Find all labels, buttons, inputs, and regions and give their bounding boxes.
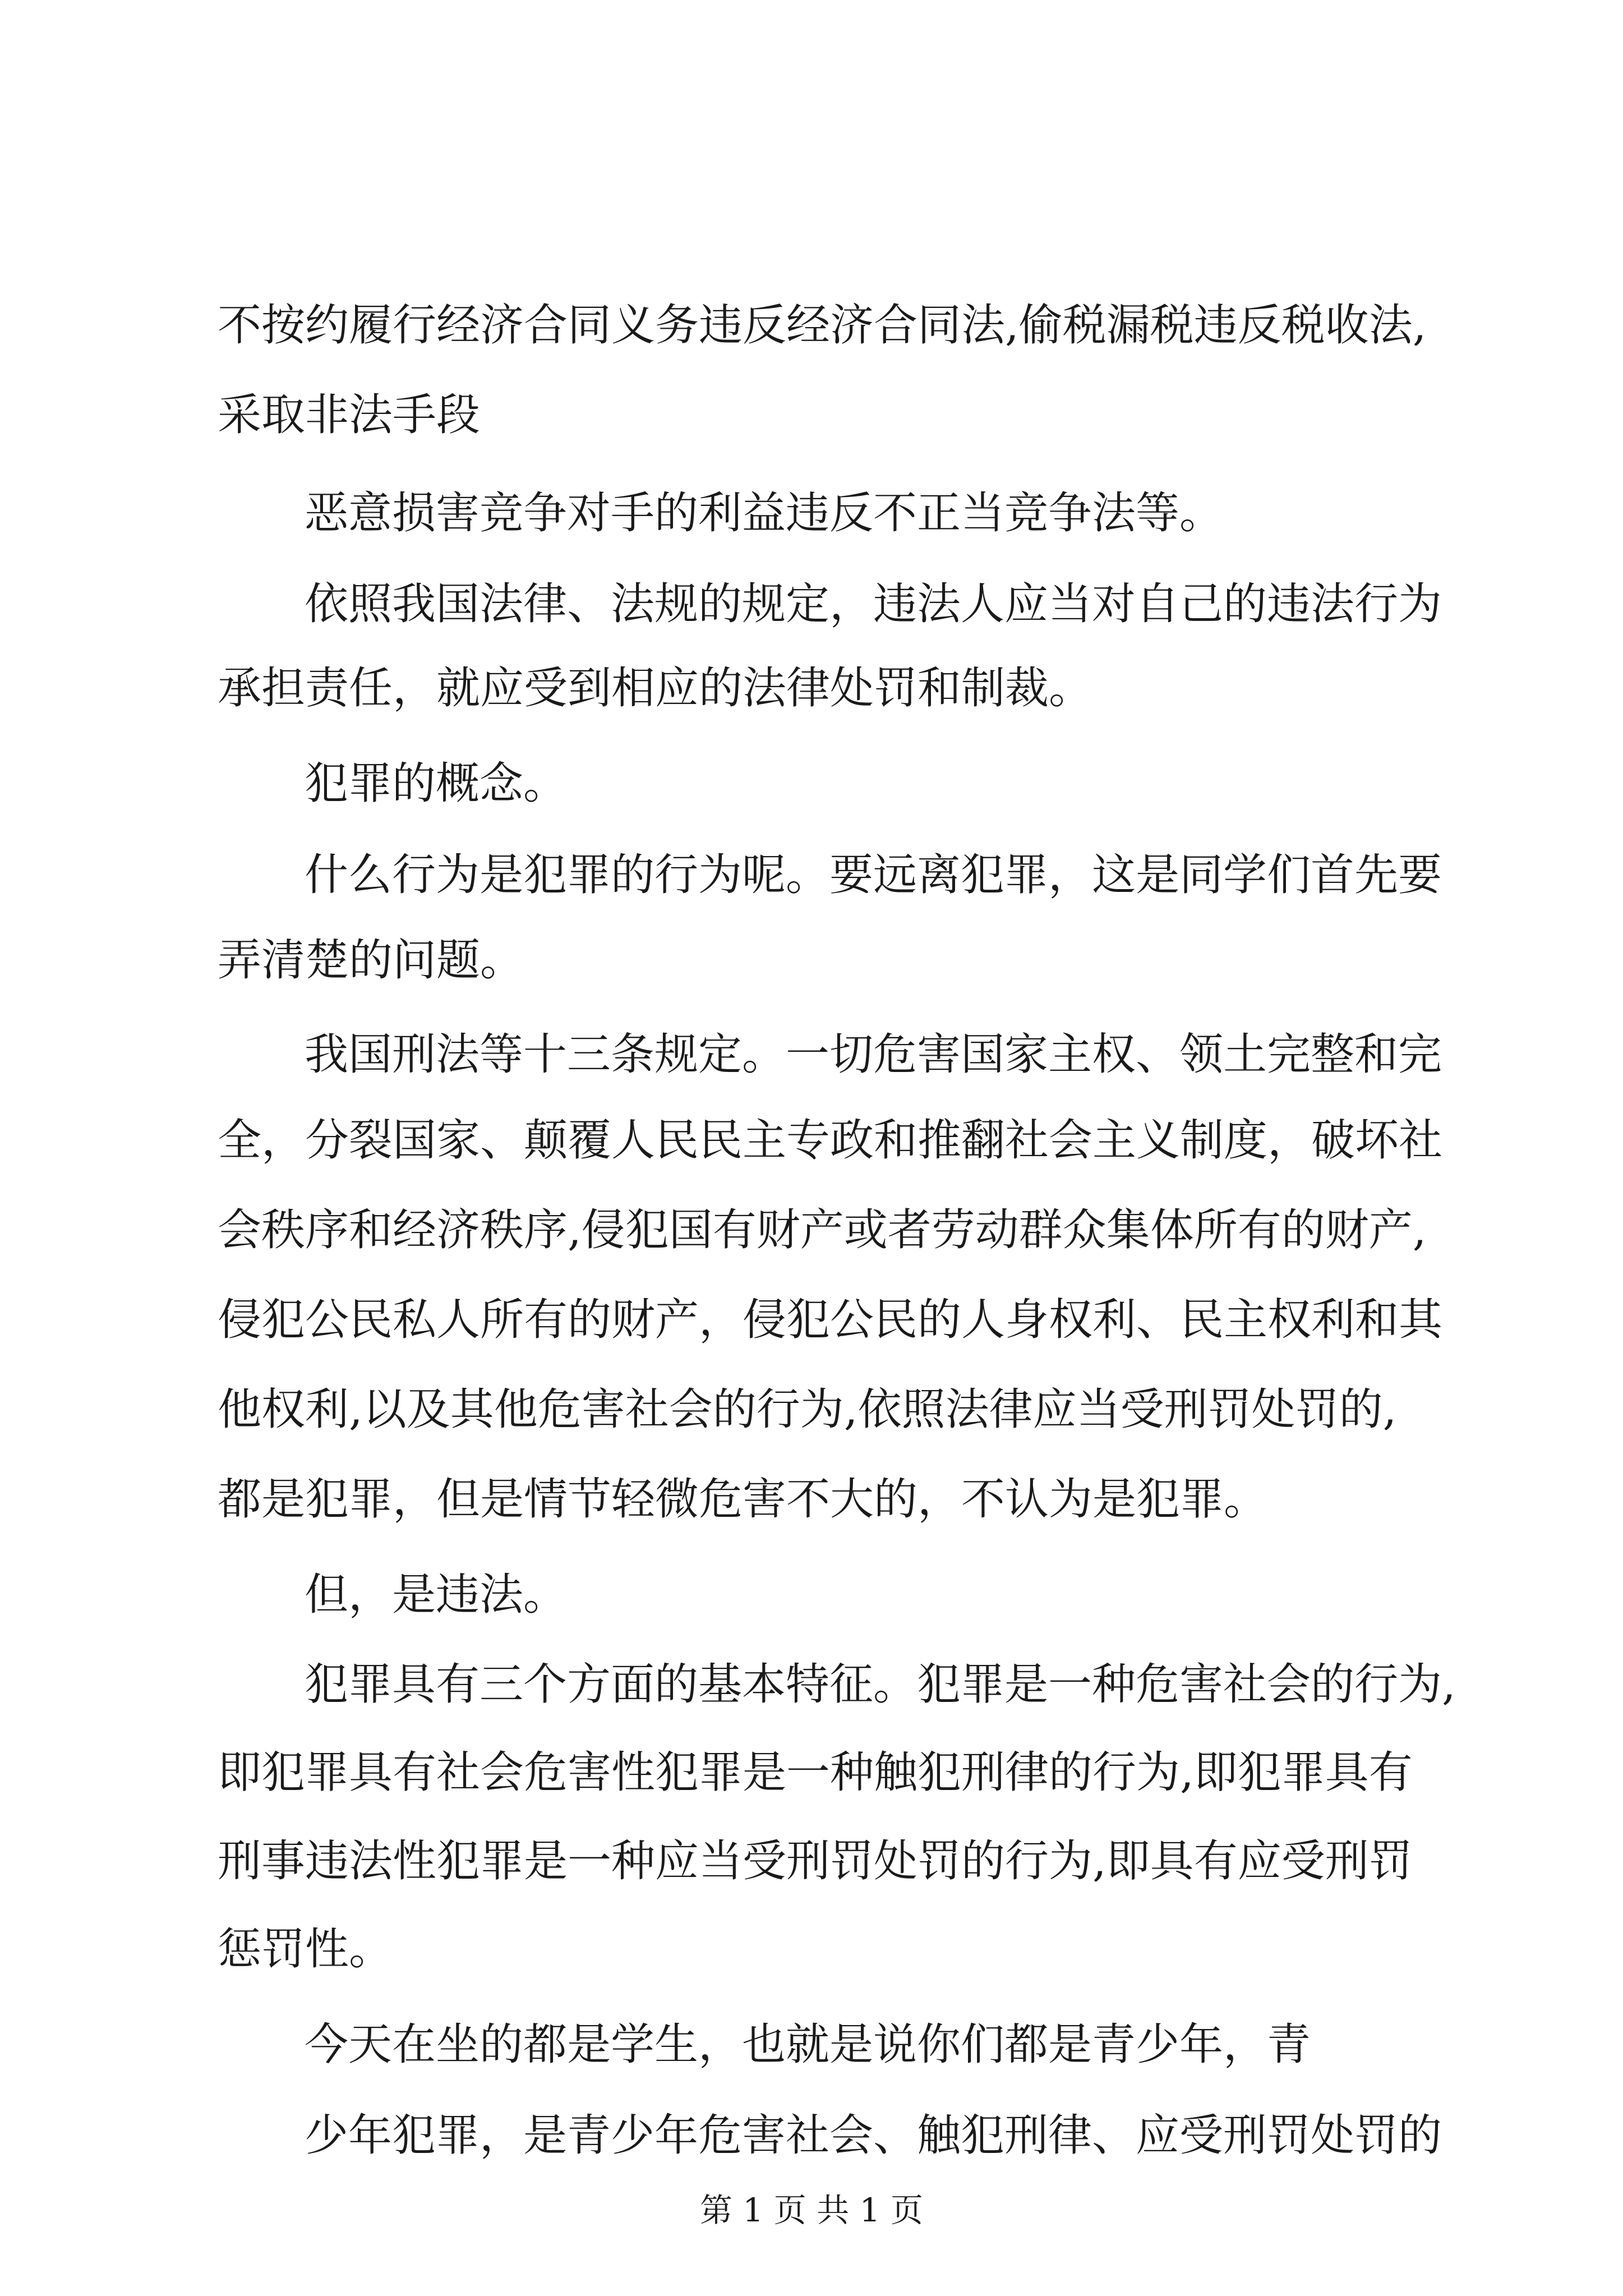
text-line-13: 他权利,以及其他危害社会的行为,依照法律应当受刑罚处罚的,	[218, 1384, 1397, 1435]
text-line-3: 恶意损害竞争对手的利益违反不正当竞争法等。	[305, 488, 1224, 539]
text-line-4: 依照我国法律、法规的规定，违法人应当对自己的违法行为	[305, 579, 1442, 629]
text-line-11: 会秩序和经济秩序,侵犯国有财产或者劳动群众集体所有的财产,	[218, 1205, 1427, 1255]
text-line-12: 侵犯公民私人所有的财产，侵犯公民的人身权利、民主权利和其	[218, 1295, 1443, 1345]
text-line-15: 但，是违法。	[305, 1570, 568, 1620]
text-line-20: 今天在坐的都是学生，也就是说你们都是青少年，青	[305, 2019, 1311, 2070]
page-footer: 第 1 页 共 1 页	[700, 2191, 923, 2229]
text-line-9: 我国刑法等十三条规定。一切危害国家主权、领土完整和完	[305, 1029, 1442, 1080]
text-line-5: 承担责任，就应受到相应的法律处罚和制裁。	[218, 663, 1093, 714]
text-line-10: 全，分裂国家、颠覆人民民主专政和推翻社会主义制度，破坏社	[218, 1115, 1443, 1166]
text-line-17: 即犯罪具有社会危害性犯罪是一种触犯刑律的行为,即犯罪具有	[218, 1747, 1413, 1798]
text-line-14: 都是犯罪，但是情节轻微危害不大的，不认为是犯罪。	[218, 1474, 1268, 1525]
text-line-8: 弄清楚的问题。	[218, 935, 524, 986]
text-line-7: 什么行为是犯罪的行为呢。要远离犯罪，这是同学们首先要	[305, 850, 1442, 900]
text-line-19: 惩罚性。	[218, 1924, 393, 1975]
text-line-18: 刑事违法性犯罪是一种应当受刑罚处罚的行为,即具有应受刑罚	[218, 1836, 1413, 1887]
text-line-16: 犯罪具有三个方面的基本特征。犯罪是一种危害社会的行为,	[305, 1659, 1456, 1710]
text-line-2: 采取非法手段	[218, 390, 481, 440]
text-line-1: 不按约履行经济合同义务违反经济合同法,偷税漏税违反税收法,	[218, 300, 1427, 351]
text-line-6: 犯罪的概念。	[305, 758, 568, 809]
text-line-21: 少年犯罪，是青少年危害社会、触犯刑律、应受刑罚处罚的	[305, 2110, 1442, 2161]
